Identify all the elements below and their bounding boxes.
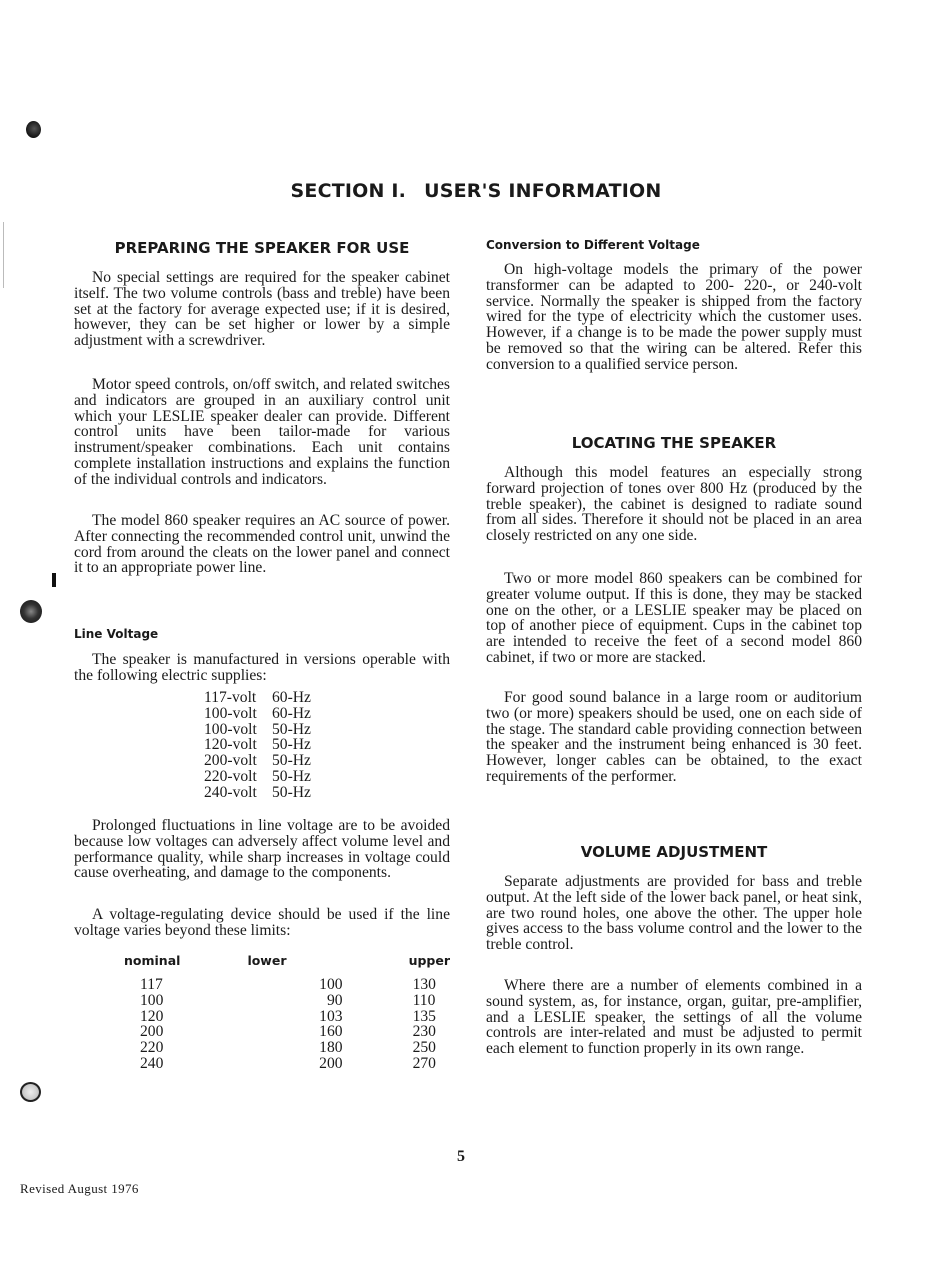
paragraph: Separate adjustments are provided for bass and treble output. At the left side of the lower back panel, or heat sink, are two round holes, one above the other. The upper hole gives access to the bass volume control and the lower to the treble control.	[486, 873, 862, 954]
paragraph: Although this model features an especially strong forward projection of tones over 800 Hz (produced by the treble speaker), the cabinet is designed to radiate sound from all sides. Therefore it should not be placed in an area closely restricted on any one side.	[486, 464, 862, 545]
table-row	[124, 977, 450, 993]
heading-volume: VOLUME ADJUSTMENT	[580, 843, 768, 861]
supply-item	[204, 722, 311, 738]
supply-frequency: 50-Hz	[272, 752, 311, 770]
supply-frequency: 50-Hz	[272, 720, 311, 738]
heading-locating: LOCATING THE SPEAKER	[571, 434, 777, 452]
binder-hole-top-icon	[26, 121, 41, 138]
paragraph: On high-voltage models the primary of the power transformer can be adapted to 200- 220-, or 240-volt service. Normally the speaker is shipped from the factory wired for the type of electricity which the customer uses. However, if a change is to be made the power supply must be removed so that the wiring can be altered. Refer this conversion to a qualified service person.	[486, 261, 862, 373]
paragraph: Prolonged fluctuations in line voltage are to be avoided because low voltages can adversely affect volume level and performance quality, while sharp increases in voltage could cause overheating, and damage to the components.	[74, 817, 450, 882]
supply-frequency: 60-Hz	[272, 704, 311, 722]
supply-item	[204, 706, 311, 722]
cell-upper: 110	[412, 991, 436, 1009]
binder-hole-bottom-icon	[20, 1082, 41, 1102]
supply-item	[204, 753, 311, 769]
column-header-lower: lower	[247, 953, 287, 968]
table-row	[124, 993, 450, 1009]
supply-frequency: 60-Hz	[272, 689, 311, 706]
change-bar	[52, 573, 56, 587]
supply-voltage: 200-volt	[204, 752, 257, 770]
paragraph: Where there are a number of elements combined in a sound system, as, for instance, organ, guitar, pre-amplifier, and a LESLIE speaker, the settings of all the volume controls are inter-related and must be adjusted to permit each element to function properly in its own range.	[486, 977, 862, 1058]
cell-upper: 135	[412, 1007, 436, 1025]
paragraph: A voltage-regulating device should be used if the line voltage varies beyond these limits:	[74, 906, 450, 939]
cell-nominal: 240	[140, 1054, 164, 1072]
heading-preparing: PREPARING THE SPEAKER FOR USE	[114, 239, 410, 257]
supply-item	[204, 737, 311, 753]
cell-nominal: 120	[140, 1007, 164, 1025]
table-header-row	[124, 953, 450, 977]
cell-lower: 103	[319, 1007, 343, 1025]
paragraph: For good sound balance in a large room or auditorium two (or more) speakers should be used, one on each side of the stage. The standard cable providing connection between the speaker and the instrument being enhanced is 30 feet. However, longer cables can be obtained, to the exact requirements of the performer.	[486, 689, 862, 785]
supply-frequency: 50-Hz	[272, 767, 311, 785]
table-row	[124, 1024, 450, 1040]
supply-item	[204, 769, 311, 785]
supply-item	[204, 690, 311, 706]
voltage-limits-table	[124, 953, 450, 1072]
heading-line-voltage: Line Voltage	[74, 627, 159, 641]
table-row	[124, 1040, 450, 1056]
revision-note: Revised August 1976	[20, 1181, 139, 1196]
cell-upper: 230	[412, 1023, 436, 1041]
cell-lower: 180	[319, 1039, 343, 1057]
paragraph: The speaker is manufactured in versions operable with the following electric supplies:	[74, 651, 450, 684]
supply-voltage: 220-volt	[204, 767, 257, 785]
paragraph: Motor speed controls, on/off switch, and related switches and indicators are grouped in an auxiliary control unit which your LESLIE speaker dealer can provide. Different control units have been tailor-made for various instrument/speaker combinations. Each unit contains complete installation instructions and explains the function of the individual controls and indicators.	[74, 376, 450, 488]
supply-voltage: 100-volt	[204, 704, 257, 722]
supply-list	[204, 690, 311, 801]
supply-voltage: 117-volt	[204, 689, 257, 706]
supply-voltage: 100-volt	[204, 720, 257, 738]
supply-voltage: 240-volt	[204, 783, 257, 801]
column-header-upper: upper	[408, 953, 450, 968]
binder-hole-middle-icon	[20, 600, 42, 623]
table-row	[124, 1056, 450, 1072]
supply-voltage: 120-volt	[204, 736, 257, 754]
paragraph: No special settings are required for the speaker cabinet itself. The two volume controls (bass and treble) have been set at the factory for average expected use; if it is desired, however, they can be set higher or lower by a simple adjustment with a screwdriver.	[74, 269, 450, 350]
scan-edge-mark	[3, 222, 4, 288]
column-header-nominal: nominal	[124, 953, 181, 968]
cell-lower: 90	[326, 991, 343, 1009]
heading-conversion: Conversion to Different Voltage	[486, 238, 700, 252]
cell-lower: 160	[319, 1023, 343, 1041]
paragraph: The model 860 speaker requires an AC source of power. After connecting the recommended control unit, unwind the cord from around the cleats on the lower panel and connect it to an appropriate power line.	[74, 512, 450, 577]
section-number: SECTION I.	[290, 180, 407, 202]
paragraph: Two or more model 860 speakers can be combined for greater volume output. If this is done, they may be stacked one on the other, or a LESLIE speaker may be placed on top of another piece of equipment. Cups in the cabinet top are intended to receive the feet of a second model 860 cabinet, if two or more are stacked.	[486, 570, 862, 666]
cell-nominal: 200	[140, 1023, 164, 1041]
cell-nominal: 100	[140, 991, 164, 1009]
cell-lower: 100	[319, 976, 343, 993]
cell-nominal: 220	[140, 1039, 164, 1057]
cell-upper: 250	[412, 1039, 436, 1057]
section-title	[0, 180, 952, 202]
supply-frequency: 50-Hz	[272, 736, 311, 754]
table-row	[124, 1009, 450, 1025]
cell-upper: 270	[412, 1054, 436, 1072]
cell-upper: 130	[412, 976, 436, 993]
supply-frequency: 50-Hz	[272, 783, 311, 801]
cell-lower: 200	[319, 1054, 343, 1072]
supply-item	[204, 785, 311, 801]
page-number: 5	[457, 1148, 465, 1165]
section-name: USER'S INFORMATION	[424, 180, 662, 202]
cell-nominal: 117	[140, 976, 163, 993]
